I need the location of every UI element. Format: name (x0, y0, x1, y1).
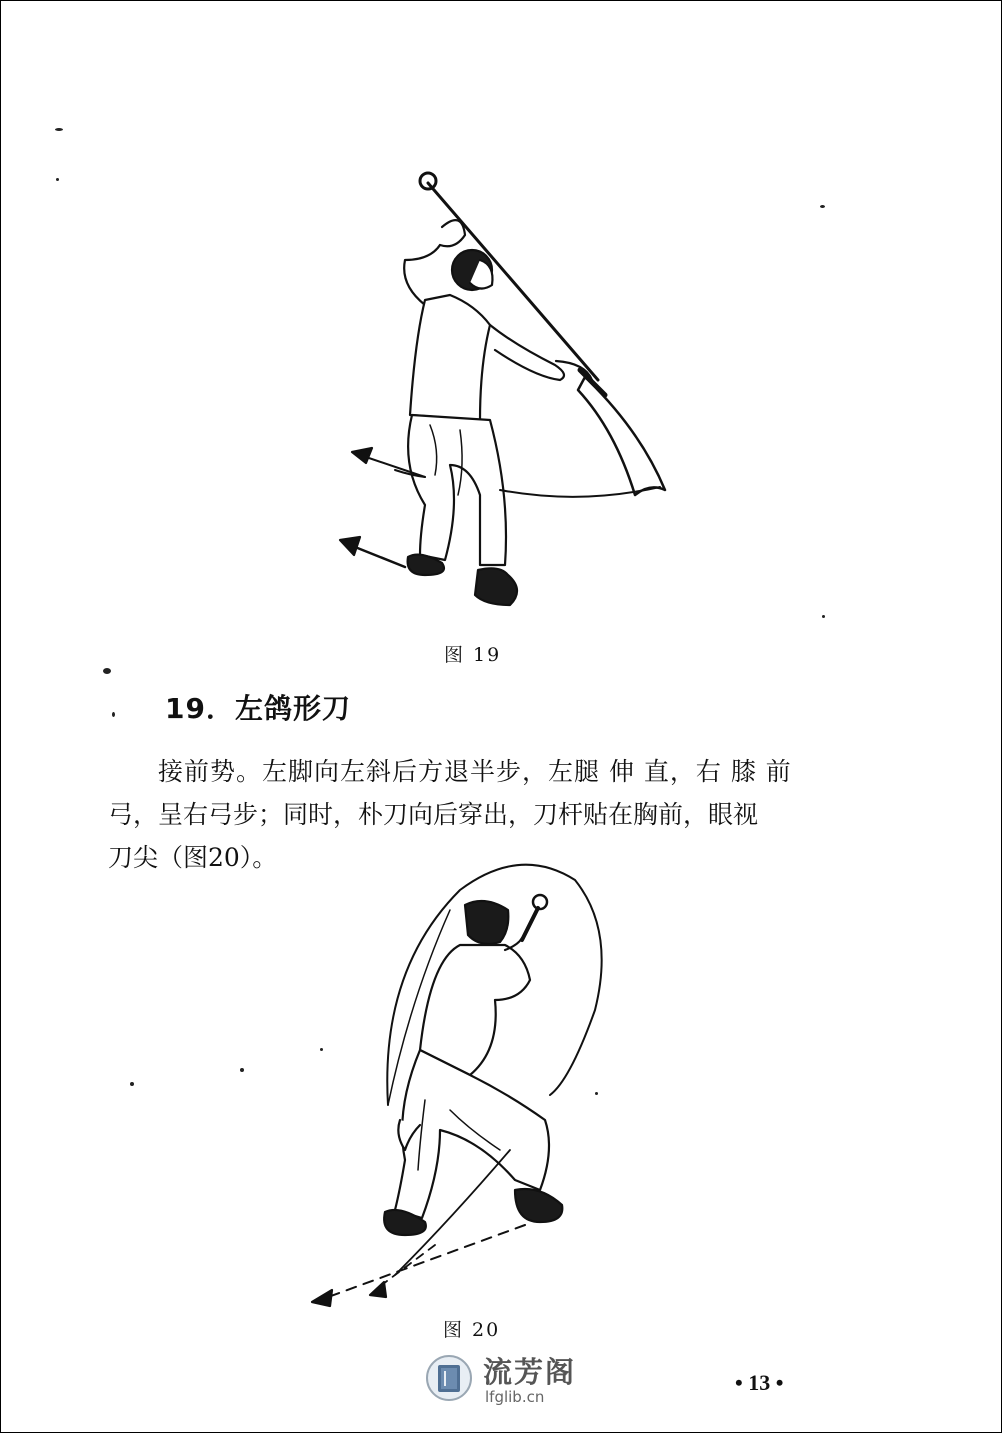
page-number: • 13 • (735, 1370, 784, 1395)
figure-19-caption: 图 19 (444, 644, 502, 666)
paragraph-line: 刀尖（图20）。 (108, 843, 278, 872)
paragraph-line: 接前势。左脚向左斜后方退半步，左腿 伸 直，右 膝 前 (158, 757, 792, 786)
scan-speck (822, 615, 825, 618)
scan-speck (55, 128, 63, 131)
scan-speck (240, 1068, 244, 1072)
figure-19-illustration (330, 165, 690, 615)
watermark-domain: lfglib.cn (485, 1388, 545, 1406)
watermark-name: 流芳阁 (483, 1355, 577, 1389)
scan-speck (820, 205, 825, 208)
scan-speck (130, 1082, 134, 1086)
scan-speck (103, 668, 111, 674)
scan-speck (112, 712, 115, 717)
section-heading: 19．左鸽形刀 (165, 692, 351, 725)
book-icon (425, 1354, 473, 1402)
scan-speck (56, 178, 59, 181)
figure-20-illustration (300, 850, 620, 1320)
paragraph-line: 弓，呈右弓步；同时，朴刀向后穿出，刀杆贴在胸前，眼视 (108, 800, 759, 829)
figure-20-caption: 图 20 (443, 1319, 501, 1341)
watermark-logo (425, 1350, 585, 1412)
